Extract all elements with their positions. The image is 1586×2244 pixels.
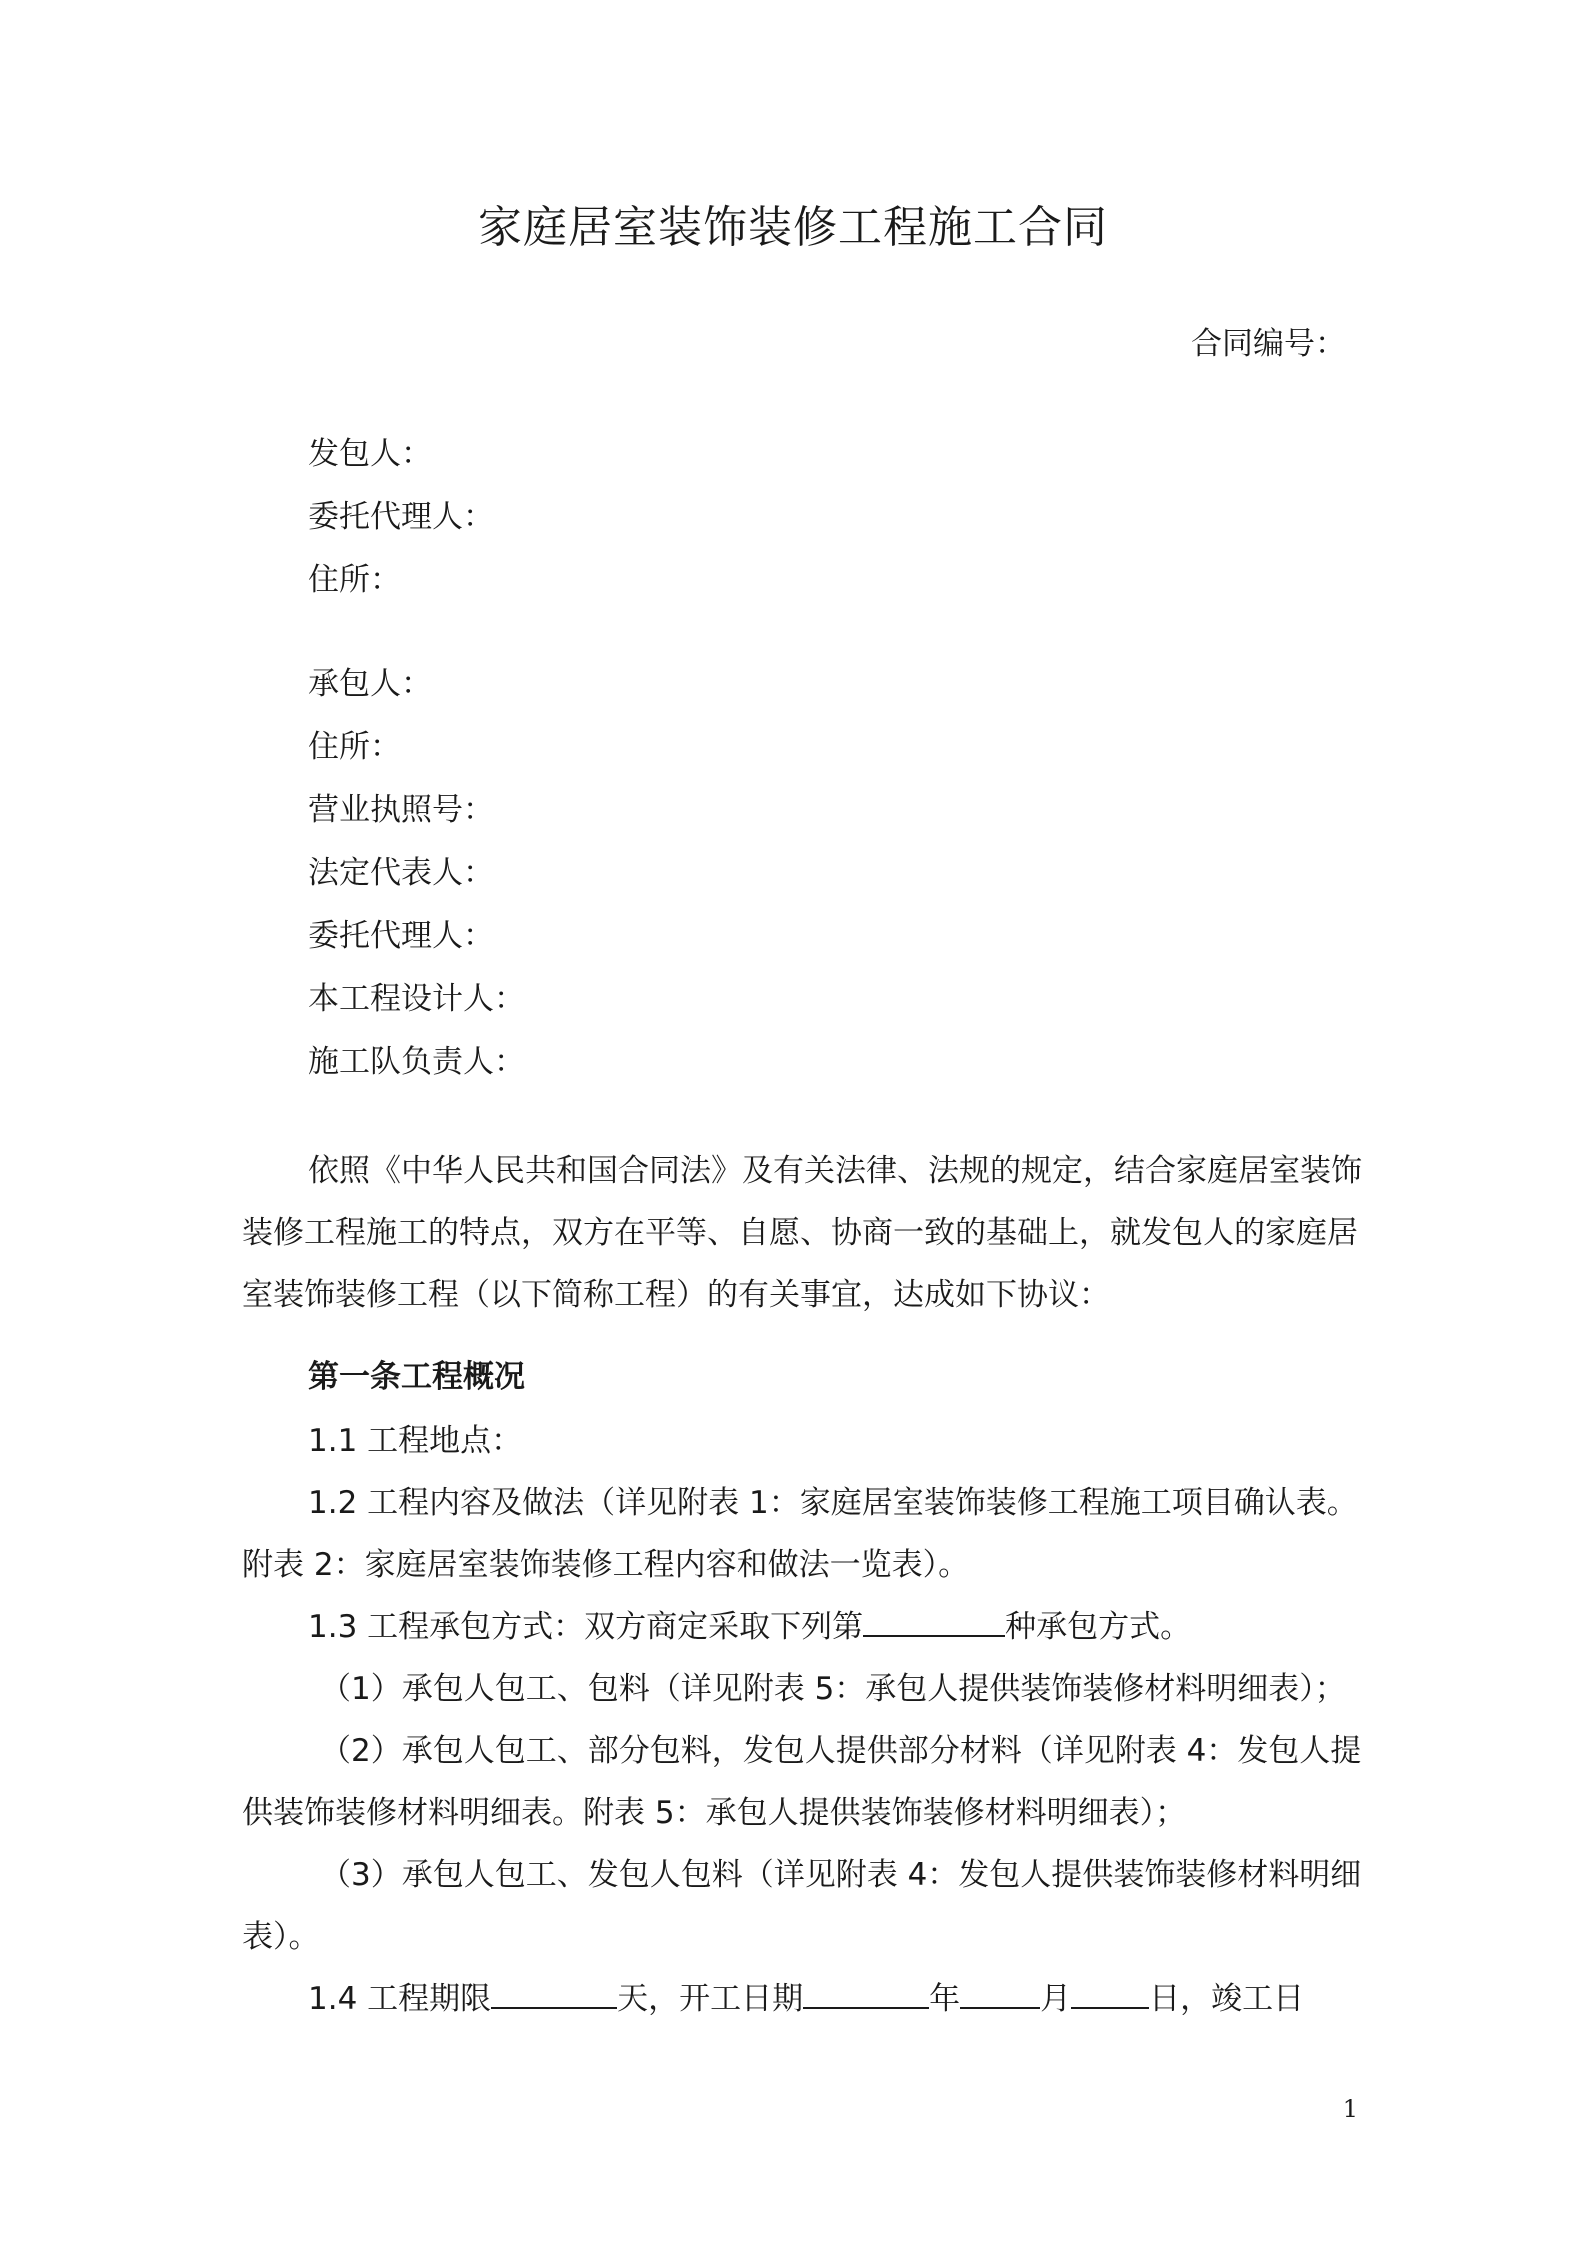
preamble-paragraph: 依照《中华人民共和国合同法》及有关法律、法规的规定，结合家庭居室装饰装修工程施工的特点，双方在平等、自愿、协商一致的基础上，就发包人的家庭居室装饰装修工程（以下简称工程）的有关事宜，达成如下协议：: [242, 1153, 1362, 1313]
employer-agent-label: 委托代理人：: [308, 499, 494, 535]
approach-blank[interactable]: [863, 1605, 1005, 1637]
option-2: （2）承包人包工、部分包料，发包人提供部分材料（详见附表 4：发包人提供装饰装修材料明细表。附表 5：承包人提供装饰装修材料明细表）；: [242, 1733, 1362, 1831]
employer-address-label: 住所：: [308, 562, 401, 598]
article-1-heading: 第一条工程概况: [308, 1359, 525, 1395]
item-1-4-day: 日，竣工日: [1149, 1981, 1305, 2017]
item-1-4-month: 月: [1040, 1981, 1072, 2017]
item-1-3: [242, 1596, 1438, 1658]
contractor-agent-label: 委托代理人：: [308, 918, 494, 954]
contractor-address-label: 住所：: [308, 729, 401, 765]
start-year-blank[interactable]: [803, 1977, 929, 2009]
contract-number-label: 合同编号：: [1191, 326, 1346, 362]
employer-label: 发包人：: [308, 436, 432, 472]
item-1-3-suffix: 种承包方式。: [1005, 1609, 1192, 1645]
start-day-blank[interactable]: [1071, 1977, 1149, 2009]
item-1-4-prefix: 1.4 工程期限: [308, 1981, 492, 2017]
item-1-3-prefix: 1.3 工程承包方式：双方商定采取下列第: [308, 1609, 864, 1645]
item-1-4-year: 年: [929, 1981, 961, 2017]
contractor-label: 承包人：: [308, 666, 432, 702]
item-1-4: [242, 1968, 1438, 2030]
option-1: （1）承包人包工、包料（详见附表 5：承包人提供装饰装修材料明细表）；: [320, 1671, 1346, 1707]
legal-representative-label: 法定代表人：: [308, 855, 494, 891]
item-1-4-days: 天，开工日期: [617, 1981, 804, 2017]
duration-days-blank[interactable]: [491, 1977, 617, 2009]
business-license-label: 营业执照号：: [308, 792, 494, 828]
option-3: （3）承包人包工、发包人包料（详见附表 4：发包人提供装饰装修材料明细表）。: [242, 1857, 1362, 1955]
start-month-blank[interactable]: [960, 1977, 1040, 2009]
designer-label: 本工程设计人：: [308, 981, 525, 1017]
team-leader-label: 施工队负责人：: [308, 1044, 525, 1080]
page-number: 1: [1342, 2095, 1358, 2123]
document-title: 家庭居室装饰装修工程施工合同: [478, 202, 1108, 253]
item-1-1: 1.1 工程地点：: [308, 1423, 523, 1459]
item-1-2: 1.2 工程内容及做法（详见附表 1：家庭居室装饰装修工程施工项目确认表。附表 2：家庭居室装饰装修工程内容和做法一览表）。: [242, 1485, 1358, 1583]
